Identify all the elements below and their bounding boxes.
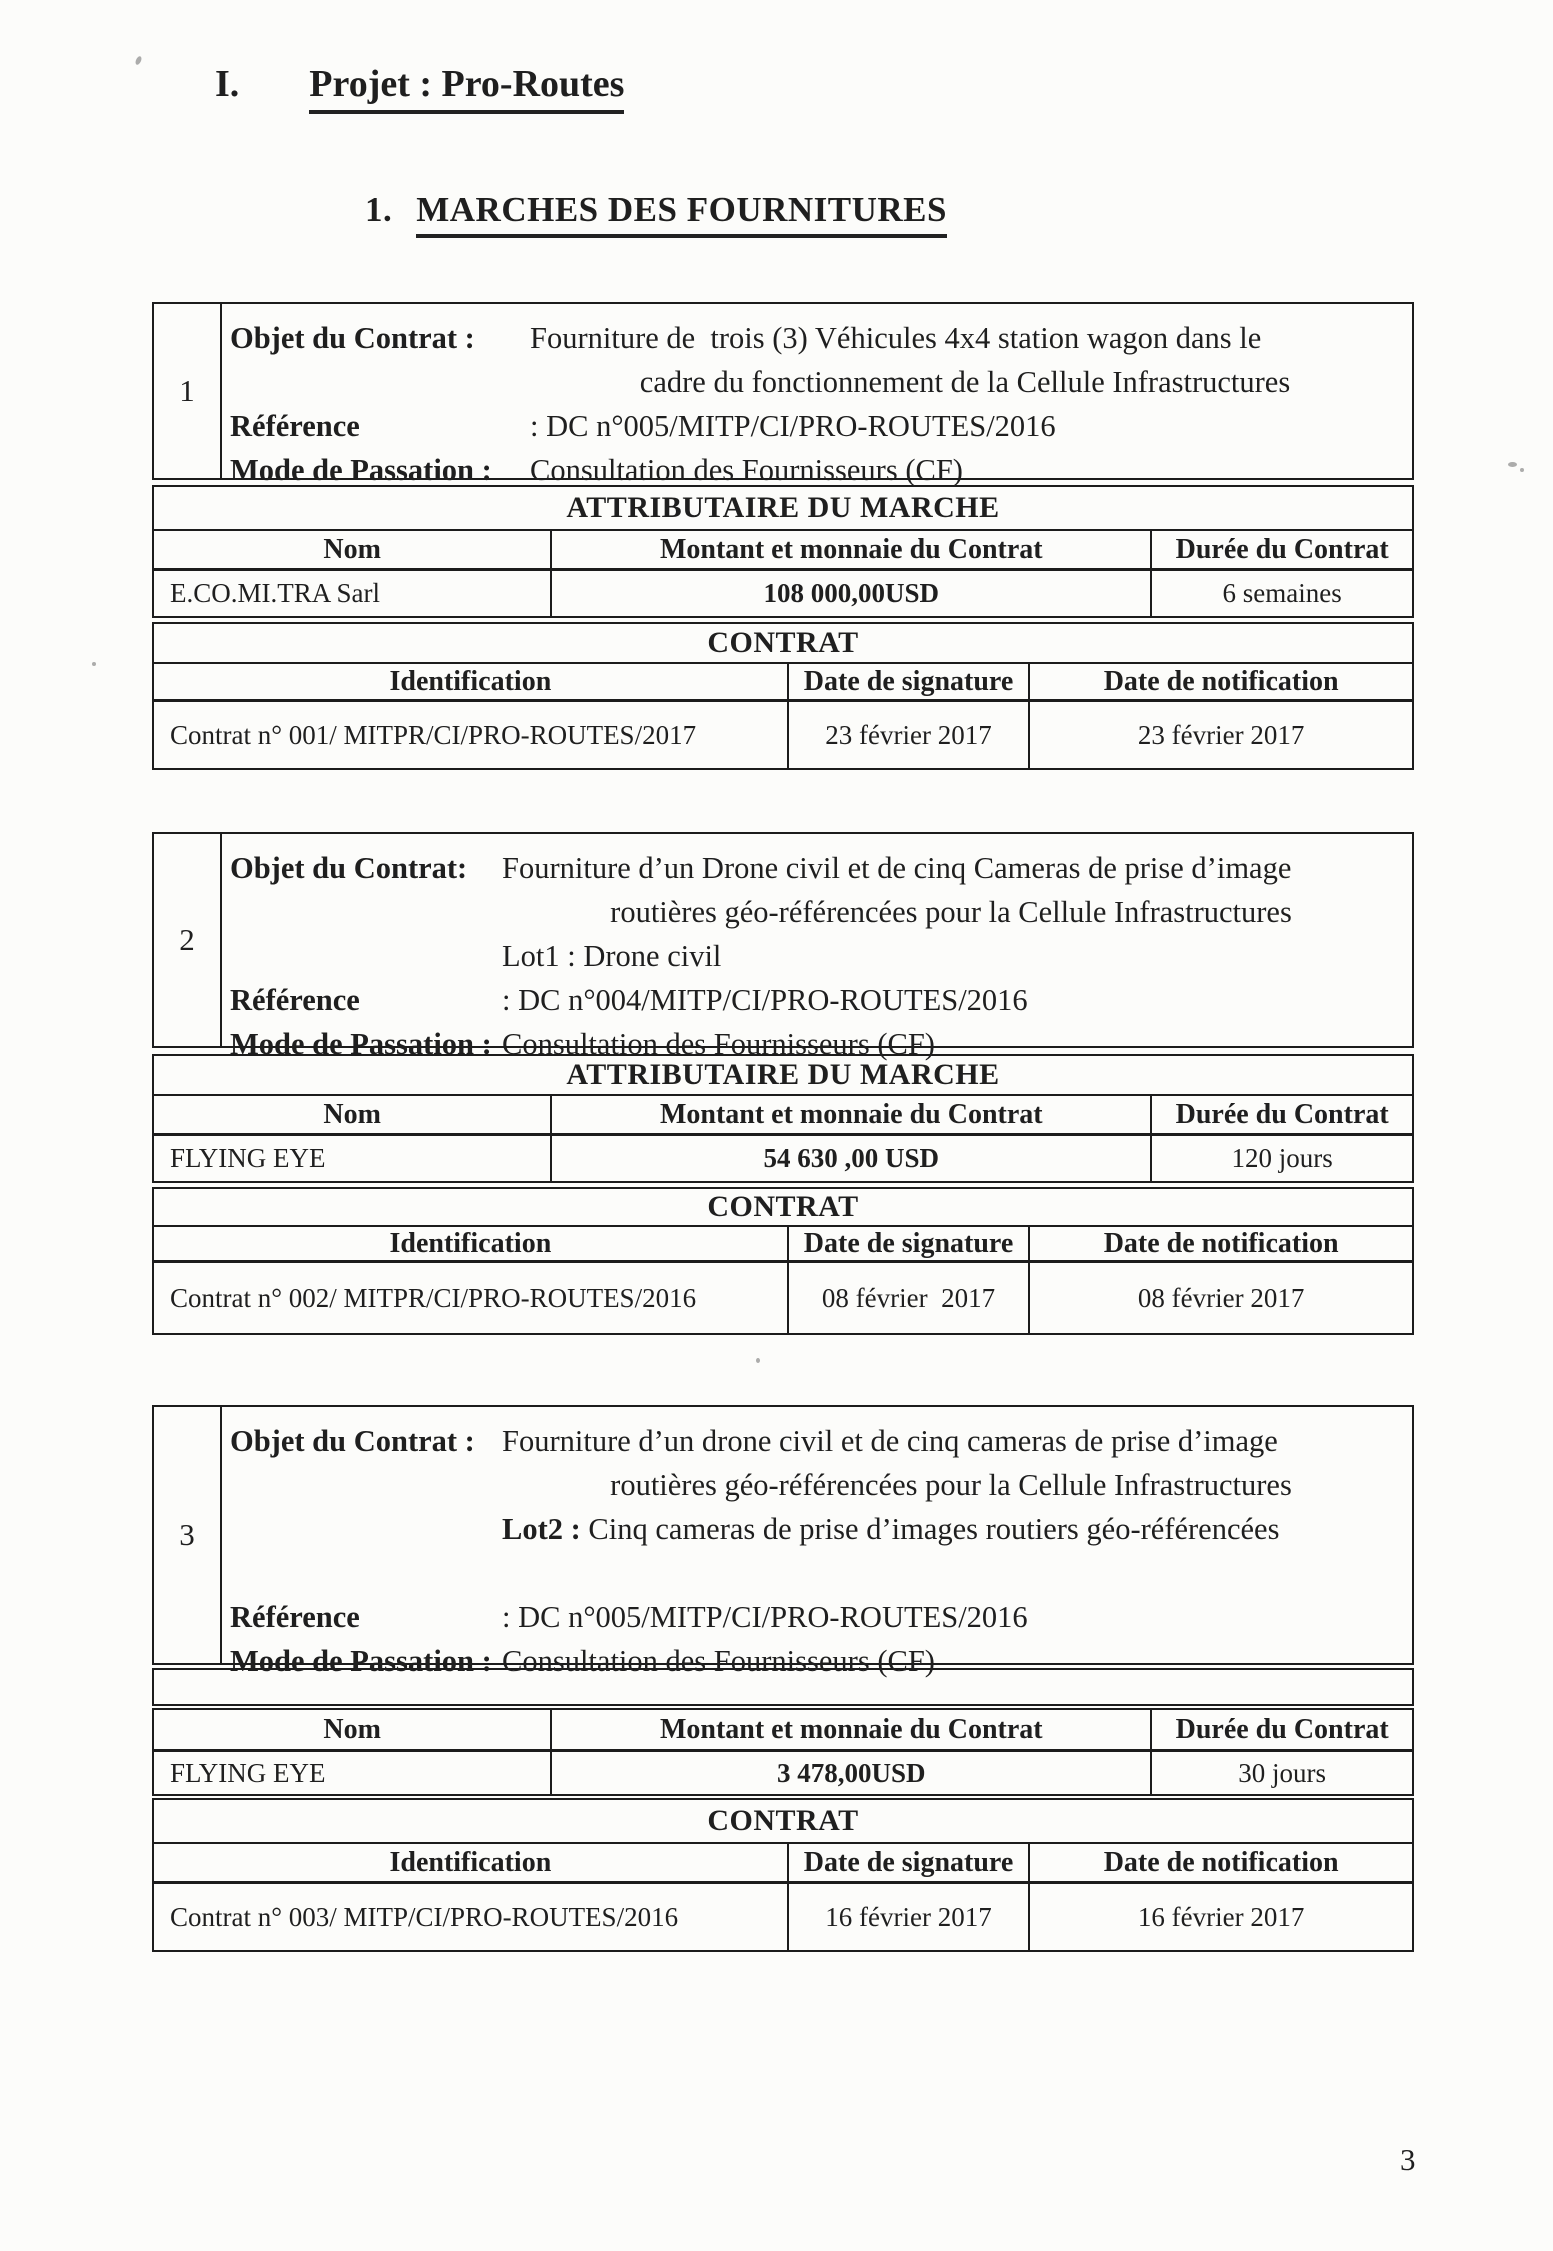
col-header-duree: Durée du Contrat: [1150, 531, 1412, 568]
contrat-data-row: [154, 1884, 1412, 1950]
subsection-title: MARCHES DES FOURNITURES: [416, 190, 947, 238]
objet-value: [502, 846, 1400, 978]
attributaire-header-row: [154, 1094, 1412, 1136]
attributaire-montant: 108 000,00USD: [550, 571, 1150, 616]
contrat-date-signature: 23 février 2017: [787, 702, 1029, 768]
contrat-title: CONTRAT: [707, 1190, 859, 1223]
contrat-table-1: [152, 622, 1414, 770]
attributaire-header-row: [154, 1710, 1412, 1752]
mode-passation-label: Mode de Passation :: [230, 1027, 500, 1061]
col-header-notification: Date de notification: [1028, 1227, 1412, 1260]
attributaire-data-row: [154, 1136, 1412, 1181]
objet-line-2: routières géo-référencées pour la Cellule Infrastructures: [610, 1468, 1292, 1502]
col-header-duree: Durée du Contrat: [1150, 1096, 1412, 1133]
mode-passation-label: Mode de Passation :: [230, 1644, 500, 1678]
objet-line-2: cadre du fonctionnement de la Cellule Infrastructures: [639, 365, 1291, 399]
contrat-table-3: [152, 1798, 1414, 1952]
objet-row: [230, 846, 1400, 978]
contrat-title: CONTRAT: [707, 626, 859, 659]
objet-row: [230, 1419, 1400, 1595]
attributaire-table-3: [152, 1708, 1414, 1796]
mode-passation-row: [230, 448, 1400, 492]
reference-label: Référence: [230, 1600, 360, 1634]
mode-passation-row: [230, 1639, 1400, 1683]
subsection-number: 1.: [365, 190, 393, 229]
col-header-notification: Date de notification: [1028, 1844, 1412, 1881]
section-number: I.: [215, 63, 240, 105]
objet-row: [230, 316, 1400, 404]
section-heading: [215, 62, 624, 114]
objet-line-1: Fourniture de trois (3) Véhicules 4x4 station wagon dans le: [530, 321, 1262, 355]
contrat-date-notification: 08 février 2017: [1028, 1263, 1412, 1333]
contrat-header-row: [154, 662, 1412, 702]
col-header-identification: Identification: [389, 1227, 552, 1259]
section-title: Projet : Pro-Routes: [309, 62, 624, 114]
contrat-date-notification: 23 février 2017: [1028, 702, 1412, 768]
col-header-identification: Identification: [389, 665, 552, 697]
col-header-identification: Identification: [389, 1846, 552, 1878]
contrat-identification: Contrat n° 001/ MITPR/CI/PRO-ROUTES/2017: [170, 719, 697, 750]
col-header-montant: Montant et monnaie du Contrat: [550, 1710, 1150, 1749]
col-header-signature: Date de signature: [787, 664, 1029, 699]
attributaire-duree: 120 jours: [1150, 1136, 1412, 1181]
attributaire-data-row: [154, 1752, 1412, 1794]
scan-artifact: [1520, 468, 1524, 472]
objet-label: Objet du Contrat :: [230, 1424, 483, 1458]
attributaire-title: ATTRIBUTAIRE DU MARCHE: [566, 1058, 1000, 1091]
contrat-data-row: [154, 1263, 1412, 1333]
lot-label: Lot2 :: [502, 1512, 581, 1546]
objet-line-2: routières géo-référencées pour la Cellule Infrastructures: [610, 895, 1292, 929]
contrat-table-2: [152, 1187, 1414, 1335]
contract-block-1: [152, 302, 1414, 770]
attributaire-nom: FLYING EYE: [170, 1143, 326, 1173]
reference-label: Référence: [230, 409, 360, 443]
contract-1-header-box: [152, 302, 1414, 487]
lot-label: Lot1 :: [502, 939, 576, 973]
mode-passation-value: Consultation des Fournisseurs (CF): [502, 1027, 935, 1061]
mode-passation-value: Consultation des Fournisseurs (CF): [530, 453, 963, 487]
contrat-title: CONTRAT: [707, 1804, 859, 1837]
contract-3-number: 3: [154, 1407, 222, 1663]
attributaire-montant: 54 630 ,00 USD: [550, 1136, 1150, 1181]
attributaire-table-2: [152, 1054, 1414, 1183]
reference-label: Référence: [230, 983, 360, 1017]
contrat-header-row: [154, 1842, 1412, 1884]
col-header-signature: Date de signature: [787, 1844, 1029, 1881]
attributaire-table-1: [152, 485, 1414, 618]
objet-value: [502, 1419, 1400, 1595]
contract-3-details: [222, 1407, 1412, 1678]
contract-2-number: 2: [154, 834, 222, 1046]
contrat-identification: Contrat n° 002/ MITPR/CI/PRO-ROUTES/2016: [170, 1282, 697, 1313]
reference-row: [230, 404, 1400, 448]
blank-line: [502, 1551, 1400, 1595]
objet-line-1: Fourniture d’un drone civil et de cinq cameras de prise d’image: [502, 1424, 1278, 1458]
objet-line-1: Fourniture d’un Drone civil et de cinq Cameras de prise d’image: [502, 851, 1292, 885]
objet-label: Objet du Contrat:: [230, 851, 475, 885]
scan-artifact: [756, 1358, 760, 1363]
col-header-duree: Durée du Contrat: [1150, 1710, 1412, 1749]
col-header-nom: Nom: [323, 1713, 381, 1745]
lot-text: Cinq cameras de prise d’images routiers géo-référencées: [580, 1512, 1280, 1546]
attributaire-nom: FLYING EYE: [170, 1757, 326, 1788]
contract-2-details: [222, 834, 1412, 1061]
mode-passation-value: Consultation des Fournisseurs (CF): [502, 1644, 935, 1678]
reference-row: [230, 978, 1400, 1022]
attributaire-data-row: [154, 571, 1412, 616]
contract-3-header-box: [152, 1405, 1414, 1678]
attributaire-duree: 30 jours: [1150, 1752, 1412, 1794]
contrat-date-notification: 16 février 2017: [1028, 1884, 1412, 1950]
col-header-montant: Montant et monnaie du Contrat: [550, 531, 1150, 568]
col-header-nom: Nom: [323, 1098, 381, 1130]
reference-row: [230, 1595, 1400, 1639]
contrat-header-row: [154, 1225, 1412, 1263]
lot-line: [502, 1507, 1400, 1551]
reference-value: : DC n°004/MITP/CI/PRO-ROUTES/2016: [502, 983, 1028, 1017]
contrat-date-signature: 16 février 2017: [787, 1884, 1029, 1950]
attributaire-montant: 3 478,00USD: [550, 1752, 1150, 1794]
objet-value: [530, 316, 1400, 404]
contract-1-number: 1: [154, 304, 222, 478]
attributaire-duree: 6 semaines: [1150, 571, 1412, 616]
objet-label: Objet du Contrat :: [230, 321, 483, 355]
mode-passation-label: Mode de Passation :: [230, 453, 500, 487]
contrat-data-row: [154, 702, 1412, 768]
contract-2-header-box: [152, 832, 1414, 1061]
contrat-identification: Contrat n° 003/ MITP/CI/PRO-ROUTES/2016: [170, 1901, 679, 1932]
col-header-nom: Nom: [323, 533, 381, 565]
lot-text: Drone civil: [575, 939, 722, 973]
reference-value: : DC n°005/MITP/CI/PRO-ROUTES/2016: [502, 1600, 1028, 1634]
lot-line: [502, 934, 1400, 978]
contract-1-details: [222, 304, 1412, 487]
reference-value: : DC n°005/MITP/CI/PRO-ROUTES/2016: [530, 409, 1056, 443]
attributaire-header-row: [154, 529, 1412, 571]
contract-block-3: [152, 1405, 1414, 1952]
scan-artifact: [134, 55, 142, 65]
page-number: 3: [1400, 2142, 1416, 2177]
attributaire-title: ATTRIBUTAIRE DU MARCHE: [566, 491, 1000, 524]
subsection-heading: [365, 190, 947, 238]
col-header-signature: Date de signature: [787, 1227, 1029, 1260]
scan-artifact: [92, 662, 96, 666]
contrat-date-signature: 08 février 2017: [787, 1263, 1029, 1333]
col-header-montant: Montant et monnaie du Contrat: [550, 1096, 1150, 1133]
col-header-notification: Date de notification: [1028, 664, 1412, 699]
contract-block-2: [152, 832, 1414, 1335]
attributaire-nom: E.CO.MI.TRA Sarl: [170, 578, 381, 608]
scan-artifact: [1508, 462, 1517, 467]
